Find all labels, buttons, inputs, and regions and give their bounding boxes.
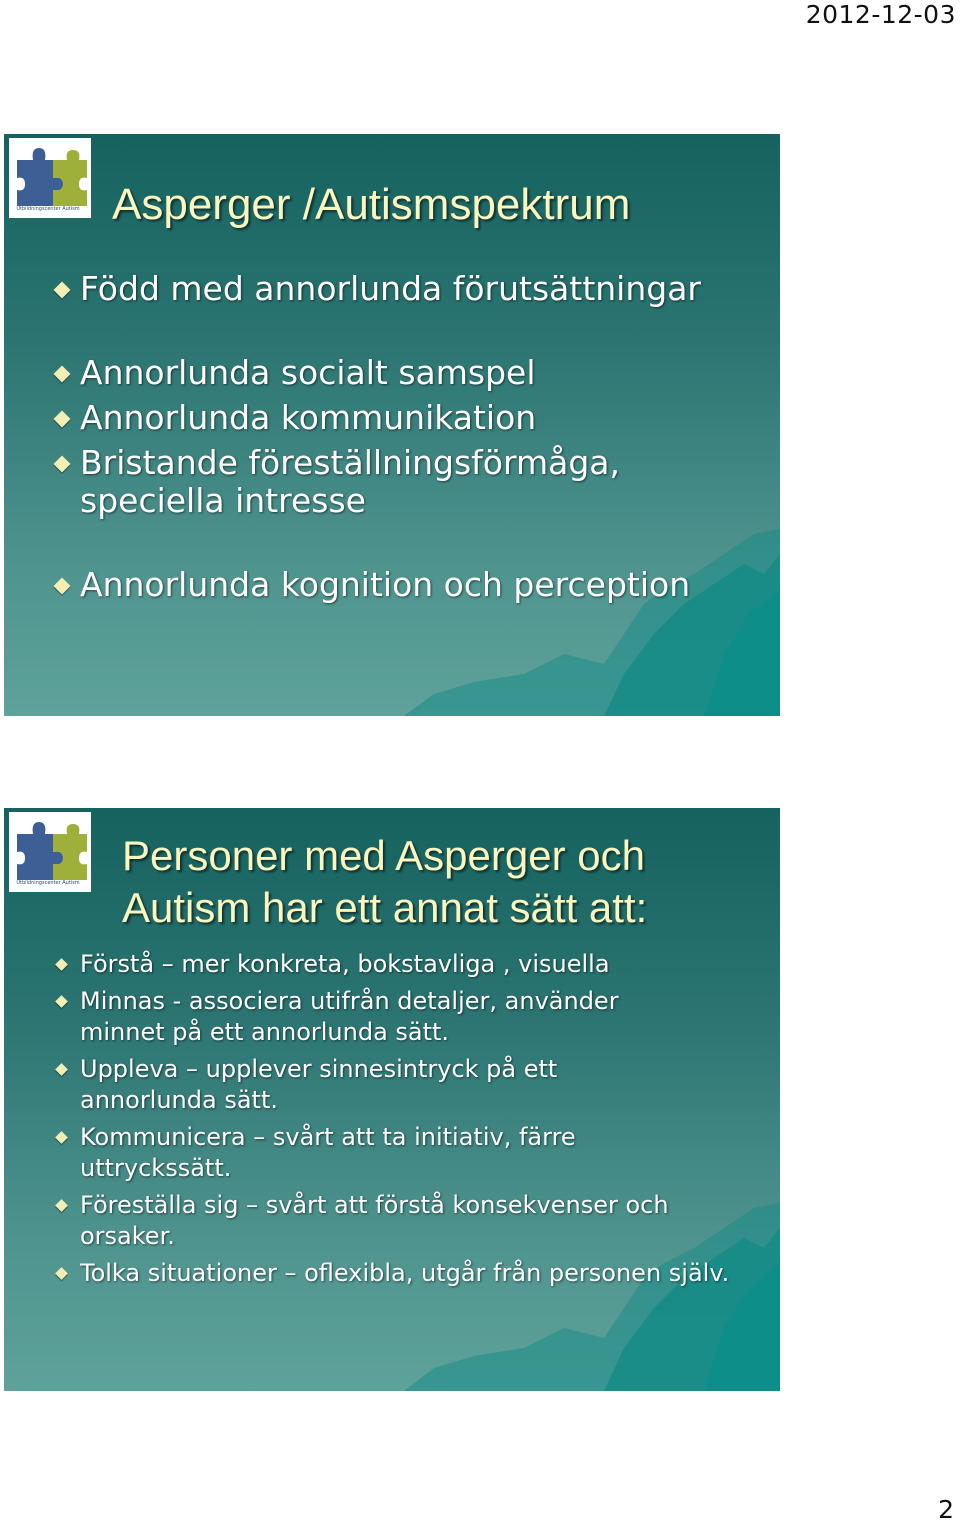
slide-1 bbox=[4, 134, 780, 716]
diamond-bullet-icon bbox=[54, 282, 71, 299]
diamond-bullet-icon bbox=[54, 456, 71, 473]
diamond-bullet-icon bbox=[55, 1131, 68, 1144]
title-line-1: Personer med Asperger och bbox=[122, 832, 645, 879]
logo-caption: Utbildningscenter Autism bbox=[16, 206, 80, 212]
bullet-text: Bristande föreställningsförmåga, speciella intresse bbox=[80, 443, 620, 520]
list-item bbox=[52, 444, 680, 520]
bullet-text: Kommunicera – svårt att ta initiativ, färre uttryckssätt. bbox=[80, 1123, 576, 1182]
bullet-text: Född med annorlunda förutsättningar bbox=[80, 269, 701, 308]
bullet-text: Annorlunda kommunikation bbox=[80, 398, 537, 437]
list-item bbox=[52, 354, 701, 392]
bullet-text: Annorlunda kognition och perception bbox=[80, 565, 691, 604]
bullet-text: Tolka situationer – oflexibla, utgår från personen själv. bbox=[80, 1259, 730, 1287]
document-date: 2012-12-03 bbox=[805, 0, 956, 29]
bullet-list bbox=[52, 270, 701, 611]
bullet-text: Föreställa sig – svårt att förstå konsekvenser och orsaker. bbox=[80, 1191, 669, 1250]
logo-caption: Utbildningscenter Autism bbox=[16, 880, 80, 886]
slide-title bbox=[122, 830, 647, 934]
bullet-text: Förstå – mer konkreta, bokstavliga , visuella bbox=[80, 950, 610, 978]
list-item bbox=[52, 1258, 760, 1289]
slide-title: Asperger /Autismspektrum bbox=[112, 180, 631, 229]
diamond-bullet-icon bbox=[55, 958, 68, 971]
list-item bbox=[52, 986, 700, 1048]
bullet-text: Uppleva – upplever sinnesintryck på ett annorlunda sätt. bbox=[80, 1055, 558, 1114]
list-item bbox=[52, 270, 701, 308]
diamond-bullet-icon bbox=[54, 578, 71, 595]
diamond-bullet-icon bbox=[55, 1063, 68, 1076]
title-line-2: Autism har ett annat sätt att: bbox=[122, 884, 648, 931]
list-item bbox=[52, 399, 701, 437]
diamond-bullet-icon bbox=[54, 411, 71, 428]
list-item bbox=[52, 1190, 760, 1252]
diamond-bullet-icon bbox=[55, 995, 68, 1008]
list-item bbox=[52, 1122, 670, 1184]
slide-2 bbox=[4, 808, 780, 1391]
diamond-bullet-icon bbox=[55, 1267, 68, 1280]
bullet-text: Annorlunda socialt samspel bbox=[80, 353, 536, 392]
list-item bbox=[52, 949, 752, 980]
bullet-text: Minnas - associera utifrån detaljer, använder minnet på ett annorlunda sätt. bbox=[80, 987, 619, 1046]
page-number: 2 bbox=[938, 1495, 954, 1524]
list-item bbox=[52, 566, 701, 604]
bullet-list bbox=[52, 949, 752, 1295]
diamond-bullet-icon bbox=[54, 366, 71, 383]
list-item bbox=[52, 1054, 640, 1116]
diamond-bullet-icon bbox=[55, 1199, 68, 1212]
